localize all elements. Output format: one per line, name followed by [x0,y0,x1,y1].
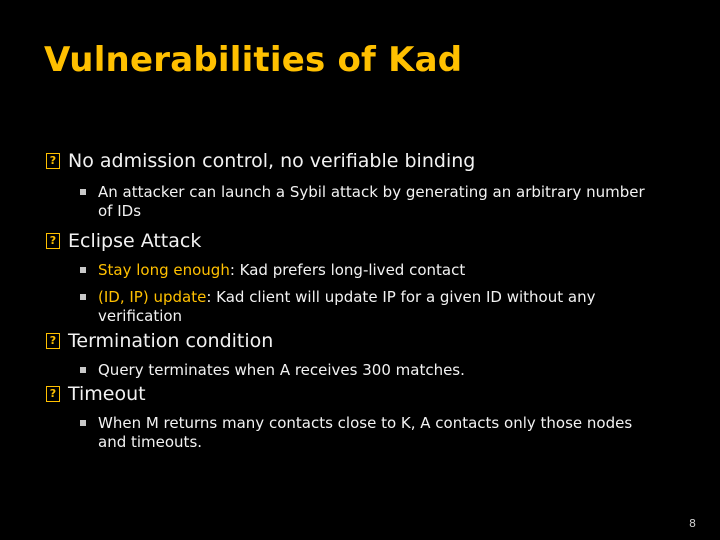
bullet-1 [46,150,475,172]
sub-bullet-text: Query terminates when A receives 300 matches. [98,361,465,379]
bullet-4 [46,383,146,405]
bullet-2 [46,230,201,252]
sub-bullet-text: : Kad client will update IP for a given ID without any verification [98,288,596,325]
sub-bullet-4-1 [98,414,658,452]
small-square-icon [80,189,86,195]
sub-bullet-2-1 [98,261,658,280]
page-number: 8 [689,517,696,530]
slide-content [0,112,720,540]
square-box-icon [46,386,60,402]
slide-title: Vulnerabilities of Kad [44,40,463,80]
small-square-icon [80,420,86,426]
bullet-3-text: Termination condition [68,330,274,352]
sub-bullet-highlight: (ID, IP) update [98,288,207,306]
sub-bullet-text: : Kad prefers long-lived contact [229,261,466,279]
small-square-icon [80,367,86,373]
bullet-4-text: Timeout [68,383,146,405]
square-box-icon [46,333,60,349]
sub-bullet-3-1 [98,361,658,380]
sub-bullet-highlight: Stay long enough [98,261,230,279]
sub-bullet-text: An attacker can launch a Sybil attack by generating an arbitrary number of IDs [98,183,645,220]
bullet-2-text: Eclipse Attack [68,230,202,252]
small-square-icon [80,294,86,300]
title-bar [0,0,720,112]
bullet-3 [46,330,273,352]
sub-bullet-1-1 [98,183,658,221]
square-box-icon [46,153,60,169]
sub-bullet-2-2 [98,288,658,326]
sub-bullet-text: When M returns many contacts close to K, A contacts only those nodes and timeouts. [98,414,633,451]
bullet-1-text: No admission control, no verifiable binding [68,150,476,172]
square-box-icon [46,233,60,249]
small-square-icon [80,267,86,273]
